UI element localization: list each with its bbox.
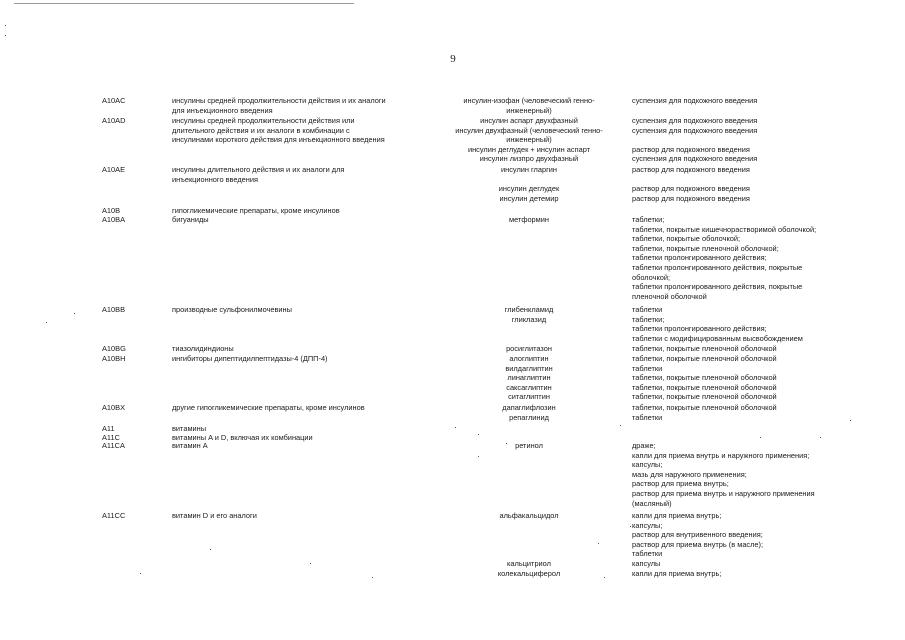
drug-name: кальцитриол xyxy=(507,559,551,568)
drug-name: алоглиптин xyxy=(509,354,549,363)
dosage-form: пленочной оболочкой xyxy=(632,291,707,301)
dosage-form: таблетки xyxy=(632,412,663,422)
speck xyxy=(478,456,479,457)
dosage-form: таблетки, покрытые пленочной оболочкой xyxy=(632,344,777,353)
speck xyxy=(598,543,599,544)
speck xyxy=(310,563,311,564)
group-description: инсулины длительного действия и их аналоги для xyxy=(172,165,345,174)
dosage-form: капли для приема внутрь; xyxy=(632,511,722,520)
top-rule xyxy=(14,3,354,4)
dosage-form: суспензия для подкожного введения xyxy=(632,125,758,135)
drug-name: росиглитазон xyxy=(506,344,552,353)
dosage-form: таблетки с модифицированным высвобождением xyxy=(632,333,803,343)
drug-name: вилдаглиптин xyxy=(505,363,553,373)
drug-name: инсулин гларгин xyxy=(501,165,557,174)
speck xyxy=(820,437,821,438)
dosage-form: суспензия для подкожного введения xyxy=(632,96,758,105)
atc-code: A10BG xyxy=(102,344,126,353)
atc-code: A10BB xyxy=(102,305,126,314)
group-description: длительного действия и их аналоги в комбинации с xyxy=(172,125,350,135)
drug-name: репаглинид xyxy=(509,412,549,422)
drug-name: колекальциферол xyxy=(497,568,561,578)
dosage-form: таблетки, покрытые пленочной оболочкой xyxy=(632,373,777,383)
group-description: ингибиторы дипептидилпептидазы-4 (ДПП-4) xyxy=(172,354,328,363)
dosage-form: раствор для подкожного введения xyxy=(632,165,750,174)
dosage-form: таблетки xyxy=(632,363,663,373)
group-description: для инъекционного введения xyxy=(172,105,273,115)
dosage-form: таблетки пролонгированного действия; xyxy=(632,253,767,263)
atc-code: A10AC xyxy=(102,96,126,105)
speck xyxy=(140,573,141,574)
drug-name: глибенкламид xyxy=(504,305,554,314)
dosage-form: таблетки, покрытые пленочной оболочкой xyxy=(632,392,777,402)
speck xyxy=(850,420,851,421)
speck xyxy=(604,577,605,578)
dosage-form: таблетки пролонгированного действия, покрытые xyxy=(632,282,803,292)
dosage-form: таблетки xyxy=(632,305,663,314)
drug-name: гликлазид xyxy=(511,314,547,324)
dosage-form: таблетки; xyxy=(632,215,665,224)
dosage-form: (масляный) xyxy=(632,498,672,508)
drug-name: инсулин-изофан (человеческий генно- xyxy=(463,96,595,105)
group-description: бигуаниды xyxy=(172,215,209,224)
dosage-form: таблетки, покрытые кишечнорастворимой оболочкой; xyxy=(632,224,817,234)
dosage-form: раствор для приема внутрь; xyxy=(632,479,729,489)
dosage-form: таблетки, покрытые пленочной оболочкой; xyxy=(632,243,779,253)
dosage-form: раствор для внутривенного введения; xyxy=(632,530,763,540)
drug-name: линаглиптин xyxy=(507,373,551,383)
dosage-form: капли для приема внутрь; xyxy=(632,568,722,578)
atc-code: A11 xyxy=(102,424,115,433)
atc-code: A10B xyxy=(102,206,121,215)
group-description: витамины xyxy=(172,424,207,433)
drug-name: метформин xyxy=(509,215,549,224)
speck xyxy=(455,427,456,428)
speck xyxy=(74,313,75,314)
drug-name: инженерный) xyxy=(506,105,552,115)
group-description: инсулины средней продолжительности действия или xyxy=(172,116,355,125)
speck xyxy=(210,549,211,550)
drug-name: саксаглиптин xyxy=(506,382,552,392)
atc-code: A10BX xyxy=(102,403,126,412)
atc-code: A10AD xyxy=(102,116,126,125)
speck xyxy=(478,434,479,435)
dosage-form: раствор для приема внутрь (в масле); xyxy=(632,539,764,549)
drug-name: инсулин деглудек + инсулин аспарт xyxy=(467,144,591,154)
group-description: витамин A xyxy=(172,441,208,450)
dosage-form: таблетки, покрытые пленочной оболочкой xyxy=(632,403,777,412)
drug-name: инсулин лизпро двухфазный xyxy=(479,154,579,164)
dosage-form: таблетки, покрытые оболочкой; xyxy=(632,234,741,244)
dosage-form: суспензия для подкожного введения xyxy=(632,154,758,164)
group-description: витамин D и его аналоги xyxy=(172,511,257,520)
group-description: инсулинами короткого действия для инъекционного введения xyxy=(172,135,385,145)
dosage-form: раствор для приема внутрь и наружного применения xyxy=(632,489,815,498)
group-description: инсулины средней продолжительности действия и их аналоги xyxy=(172,96,386,105)
speck xyxy=(46,322,47,323)
speck xyxy=(506,443,507,444)
speck xyxy=(372,577,373,578)
speck xyxy=(760,437,761,438)
speck xyxy=(630,526,631,527)
atc-code: A10BA xyxy=(102,215,126,224)
atc-code: A10AE xyxy=(102,165,126,174)
dosage-form: таблетки, покрытые пленочной оболочкой xyxy=(632,382,777,392)
dosage-form: капсулы; xyxy=(632,460,663,470)
dosage-form: капсулы xyxy=(632,559,661,568)
drug-name: ретинол xyxy=(515,441,543,450)
speck xyxy=(620,425,621,426)
dosage-form: капли для приема внутрь и наружного применения; xyxy=(632,450,810,460)
drug-name: инженерный) xyxy=(506,135,552,145)
page-number: 9 xyxy=(450,53,456,65)
drug-name: альфакальцидол xyxy=(499,511,559,520)
atc-code: A11CC xyxy=(102,511,126,520)
drug-name: дапаглифлозин xyxy=(502,403,556,412)
dosage-form: драже; xyxy=(632,441,656,450)
drug-name: инсулин деглудек xyxy=(498,184,560,194)
dosage-form: таблетки xyxy=(632,549,663,559)
atc-code: A11C xyxy=(102,433,120,442)
dosage-form: таблетки пролонгированного действия; xyxy=(632,324,767,334)
dosage-form: раствор для подкожного введения xyxy=(632,144,750,154)
atc-code: A11CA xyxy=(102,441,125,450)
drug-name: инсулин аспарт двухфазный xyxy=(480,116,578,125)
dosage-form: оболочкой; xyxy=(632,272,671,282)
group-description: инъекционного введения xyxy=(172,174,258,184)
dosage-form: капсулы; xyxy=(632,520,663,530)
dosage-form: таблетки; xyxy=(632,314,665,324)
group-description: гипогликемические препараты, кроме инсулинов xyxy=(172,206,340,215)
drug-name: инсулин детемир xyxy=(499,193,559,203)
drug-name: ситаглиптин xyxy=(508,392,550,402)
group-description: производные сульфонилмочевины xyxy=(172,305,292,314)
dosage-form: таблетки пролонгированного действия, покрытые xyxy=(632,263,803,272)
dosage-form: таблетки, покрытые пленочной оболочкой xyxy=(632,354,777,363)
dosage-form: раствор для подкожного введения xyxy=(632,193,750,203)
dosage-form: суспензия для подкожного введения xyxy=(632,116,758,125)
group-description: витамины A и D, включая их комбинации xyxy=(172,433,313,442)
group-description: другие гипогликемические препараты, кроме инсулинов xyxy=(172,403,365,412)
speck xyxy=(5,25,6,26)
group-description: тиазолидиндионы xyxy=(172,344,234,353)
drug-name: инсулин двухфазный (человеческий генно- xyxy=(455,125,603,135)
dosage-form: раствор для подкожного введения xyxy=(632,184,750,194)
atc-code: A10BH xyxy=(102,354,126,363)
speck xyxy=(5,35,6,36)
dosage-form: мазь для наружного применения; xyxy=(632,469,747,479)
